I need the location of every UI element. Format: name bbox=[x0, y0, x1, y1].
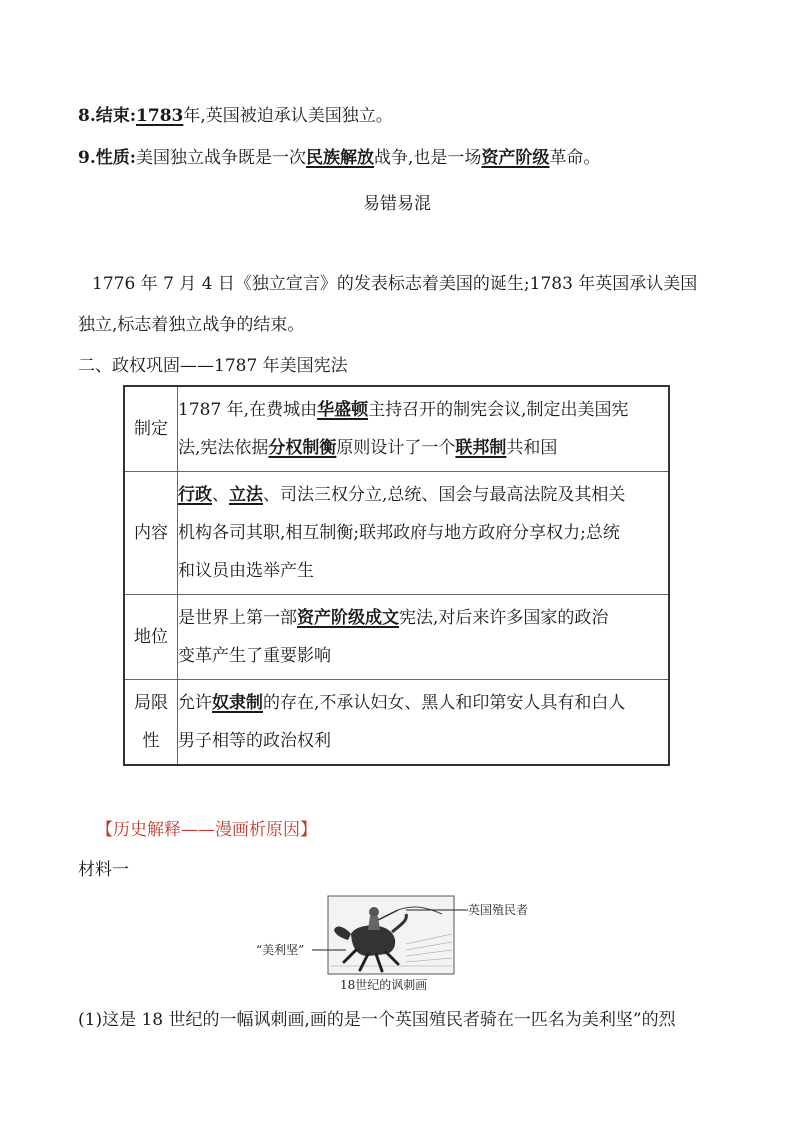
row-label-formulation: 制定 bbox=[124, 386, 178, 472]
formulation-text-4: 原则设计了一个 bbox=[336, 438, 456, 458]
question-1: (1)这是 18 世纪的一幅讽刺画,画的是一个英国殖民者骑在一匹名为美利坚”的烈 bbox=[78, 1010, 676, 1030]
table-row-status bbox=[124, 595, 669, 680]
satirical-cartoon-figure bbox=[256, 894, 556, 994]
item-9-text-1: 美国独立战争既是一次 bbox=[136, 148, 307, 168]
content-text-1: 、司法三权分立,总统、国会与最高法院及其相关 bbox=[263, 485, 626, 505]
item-8-rest: 年,英国被迫承认美国独立。 bbox=[183, 106, 393, 126]
item-9-line bbox=[78, 146, 600, 170]
limitation-blank-slavery: 奴隶制 bbox=[212, 693, 263, 713]
constitution-table bbox=[123, 385, 670, 766]
row-content-content bbox=[178, 472, 670, 595]
item-9-text-2: 战争,也是一场 bbox=[374, 148, 482, 168]
row-content-status bbox=[178, 595, 670, 680]
table-row-limitation bbox=[124, 680, 669, 766]
figure-caption: 18世纪的讽刺画 bbox=[340, 978, 428, 992]
confuse-title: 易错易混 bbox=[363, 194, 431, 214]
item-8-line bbox=[78, 104, 393, 128]
content-sep: 、 bbox=[212, 485, 229, 505]
item-8-prefix: 8.结束: bbox=[78, 106, 137, 126]
status-blank-bourgeois: 资产阶级成文 bbox=[297, 608, 399, 628]
table-row-formulation bbox=[124, 386, 669, 472]
formulation-text-5: 共和国 bbox=[506, 438, 558, 458]
item-9-text-3: 革命。 bbox=[549, 148, 601, 168]
formulation-blank-washington: 华盛顿 bbox=[317, 400, 369, 420]
formulation-text-1: 1787 年,在费城由 bbox=[178, 400, 318, 420]
formulation-blank-federal: 联邦制 bbox=[455, 438, 507, 458]
row-label-status: 地位 bbox=[124, 595, 178, 680]
history-explanation-heading: 【历史解释——漫画析原因】 bbox=[96, 820, 317, 840]
limitation-text-2: 的存在,不承认妇女、黑人和印第安人具有和白人 bbox=[263, 693, 626, 713]
limitation-label-2: 性 bbox=[142, 731, 160, 751]
item-8-year: 1783 bbox=[136, 106, 184, 126]
item-9-prefix: 9.性质: bbox=[78, 148, 137, 168]
figure-label-america: “美利坚” bbox=[256, 943, 305, 957]
item-9-blank-2: 资产阶级 bbox=[481, 148, 550, 168]
confuse-text-line-1: 1776 年 7 月 4 日《独立宣言》的发表标志着美国的诞生;1783 年英国承认美国 bbox=[92, 274, 698, 294]
row-label-limitation bbox=[124, 680, 178, 766]
row-label-content: 内容 bbox=[124, 472, 178, 595]
status-text-1: 是世界上第一部 bbox=[178, 608, 297, 628]
limitation-text-1: 允许 bbox=[178, 693, 212, 713]
formulation-text-3: 法,宪法依据 bbox=[178, 438, 269, 458]
content-text-3: 和议员由选举产生 bbox=[178, 561, 314, 581]
formulation-text-2: 主持召开的制宪会议,制定出美国宪 bbox=[368, 400, 629, 420]
row-content-formulation bbox=[178, 386, 670, 472]
content-blank-executive: 行政 bbox=[178, 485, 212, 505]
row-content-limitation bbox=[178, 680, 670, 766]
status-text-3: 变革产生了重要影响 bbox=[178, 646, 331, 666]
confuse-text-line-2: 独立,标志着独立战争的结束。 bbox=[78, 315, 305, 335]
status-text-2: 宪法,对后来许多国家的政治 bbox=[399, 608, 609, 628]
table-row-content bbox=[124, 472, 669, 595]
item-9-blank-1: 民族解放 bbox=[306, 148, 375, 168]
material-label: 材料一 bbox=[78, 860, 129, 880]
section-2-title: 二、政权巩固——1787 年美国宪法 bbox=[78, 356, 348, 376]
content-blank-legislative: 立法 bbox=[229, 485, 263, 505]
content-text-2: 机构各司其职,相互制衡;联邦政府与地方政府分享权力;总统 bbox=[178, 523, 620, 543]
formulation-blank-checks: 分权制衡 bbox=[268, 438, 337, 458]
limitation-text-3: 男子相等的政治权利 bbox=[178, 731, 331, 751]
limitation-label-1: 局限 bbox=[134, 693, 168, 713]
figure-label-colonist: 英国殖民者 bbox=[468, 903, 529, 917]
